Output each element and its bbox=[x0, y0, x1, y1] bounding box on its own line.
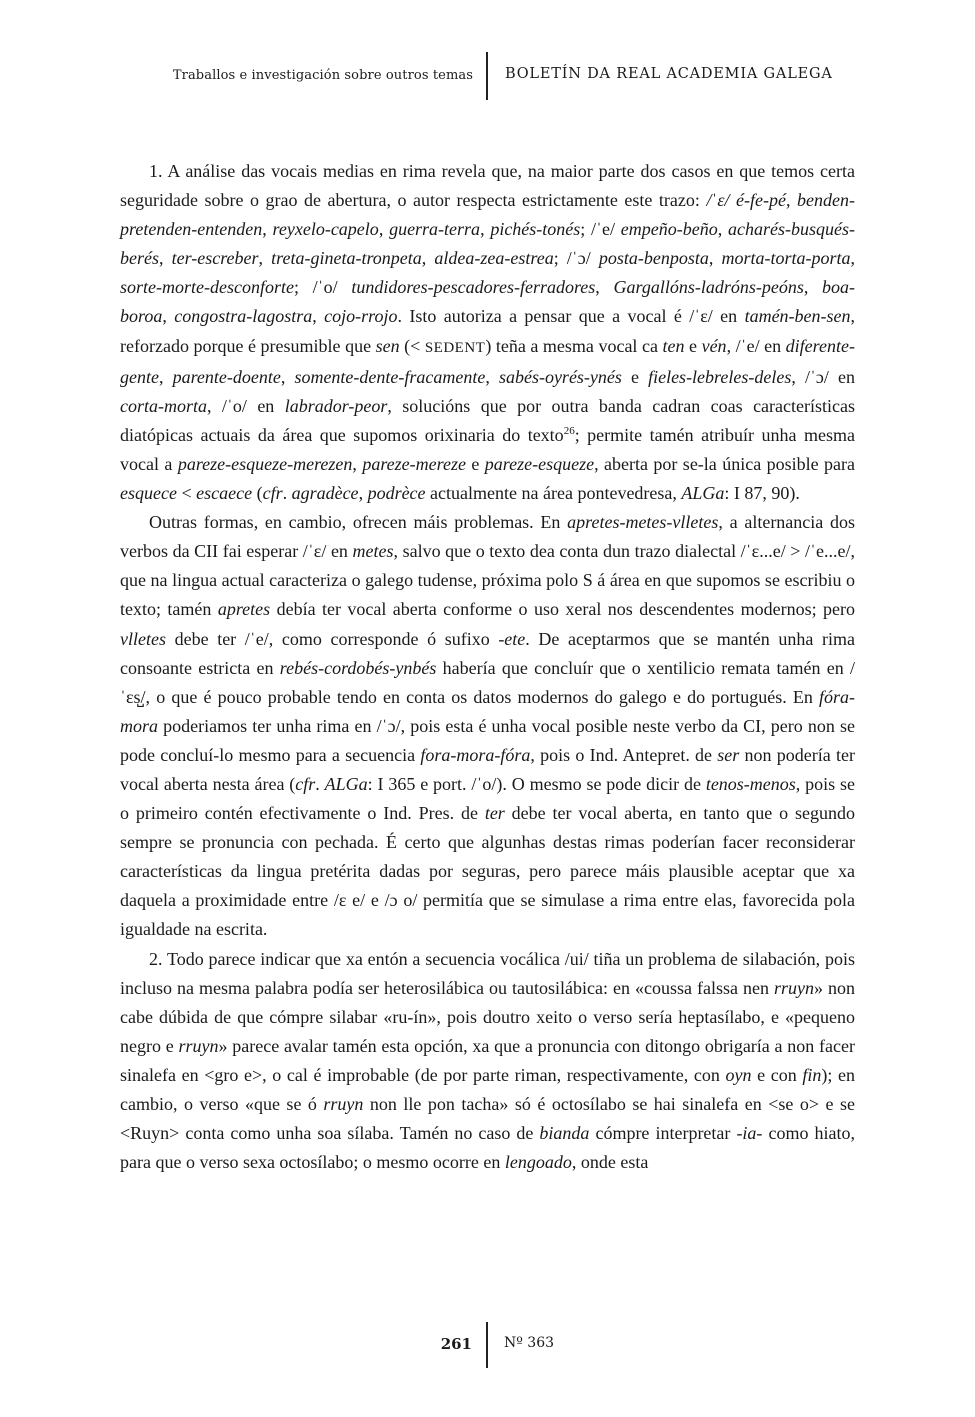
issue-number: Nº 363 bbox=[504, 1335, 555, 1351]
paragraph: 1. A análise das vocais medias en rima revela que, na maior parte dos casos en que temos certa seguridade sobre o grao de abertura, o autor respecta estrictamente este trazo: /ˈɛ/ é-fe-pé, benden-pretenden-entenden, reyxelo-capelo, guerra-terra, pichés-tonés; /ˈe/ empeño-beño, acharés-busqués-berés, ter-escreber, treta-gineta-tronpeta, aldea-zea-estrea; /ˈɔ/ posta-benposta, morta-torta-porta, sorte-morte-desconforte; /ˈo/ tundidores-pescadores-ferradores, Gargallóns-ladróns-peóns, boa-boroa, congostra-lagostra, cojo-rrojo. Isto autoriza a pensar que a vocal é /ˈɛ/ en tamén-ben-sen, reforzado porque é presumible que sen (< SEDENT) teña a mesma vocal ca ten e vén, /ˈe/ en diferente-gente, parente-doente, somente-dente-fracamente, sabés-oyrés-ynés e fieles-lebreles-deles, /ˈɔ/ en corta-morta, /ˈo/ en labrador-peor, solucións que por outra banda cadran coas características diatópicas actuais da área que supomos orixinaria do texto$^{26}$; permite tamén atribuír unha mesma vocal a pareze-esqueze-merezen, pareze-mereze e pareze-esqueze, aberta por se-la única posible para esquece < escaece (cfr. agradèce, podrèce actualmente na área pontevedresa, ALGa: I 87, 90). bbox=[120, 161, 856, 504]
header-journal-title: BOLETÍN DA REAL ACADEMIA GALEGA bbox=[505, 66, 833, 82]
paragraph: 2. Todo parece indicar que xa entón a secuencia vocálica /ui/ tiña un problema de silabación, pois incluso na mesma palabra podía ser heterosilábica ou tautosilábica: en «coussa falssa nen rruyn» non cabe dúbida de que cómpre silabar «ru-ín», pois doutro xeito o verso sería heptasílabo, e «pequeno negro e rruyn» parece avalar tamén esta opción, xa que a pronuncia con ditongo obrigaría a non facer sinalefa en <gro e>, o cal é improbable (de por parte riman, respectivamente, con oyn e con fin); en cambio, o verso «que se ó rruyn non lle pon tacha» só é octosílabo se hai sinalefa en <se o> e se <Ruyn> conta como unha soa sílaba. Tamén no caso de bianda cómpre interpretar -ia- como hiato, para que o verso sexa octosílabo; o mesmo ocorre en lengoado, onde esta bbox=[120, 948, 855, 1173]
header-divider bbox=[486, 52, 488, 100]
paragraph: Outras formas, en cambio, ofrecen máis problemas. En apretes-metes-vlletes, a alternancia dos verbos da CII fai esperar /ˈɛ/ en metes, salvo que o texto dea conta dun trazo dialectal /ˈɛ...e/ > /ˈe...e/, que na lingua actual caracteriza o galego tudense, próxima polo S á área en que supomos se escribiu o texto; tamén apretes debía ter vocal aberta conforme o uso xeral nos descendentes modernos; pero vlletes debe ter /ˈe/, como corresponde ó sufixo -ete. De aceptarmos que se mantén unha rima consoante estricta en rebés-cordobés-ynbés habería que concluír que o xentilicio remata tamén en /ˈɛs̺/, o que é pouco probable tendo en conta os datos modernos do galego e do portugués. En fóra-mora poderiamos ter unha rima en /ˈɔ/, pois esta é unha vocal posible neste verbo da CI, pero non se pode concluí-lo mesmo para a secuencia fora-mora-fóra, pois o Ind. Antepret. de ser non podería ter vocal aberta nesta área (cfr. ALGa: I 365 e port. /ˈo/). O mesmo se pode dicir de tenos-menos, pois se o primeiro contén efectivamente o Ind. Pres. de ter debe ter vocal aberta, en tanto que o segundo sempre se pronuncia con pechada. É certo que algunhas destas rimas poderían facer reconsiderar características da lingua pretérita dadas por seguras, pero parece máis plausible aceptar que xa daquela a proximidade entre /ɛ e/ e /ɔ o/ permitía que se simulase a rima entre elas, favorecida pola igualdade na escrita. bbox=[120, 512, 855, 940]
running-header bbox=[0, 52, 975, 100]
article-body bbox=[120, 157, 855, 1177]
page-footer bbox=[0, 1322, 975, 1368]
page-number: 261 bbox=[440, 1335, 472, 1353]
header-section-title: Traballos e investigación sobre outros temas bbox=[172, 68, 473, 83]
footer-divider bbox=[486, 1322, 488, 1368]
